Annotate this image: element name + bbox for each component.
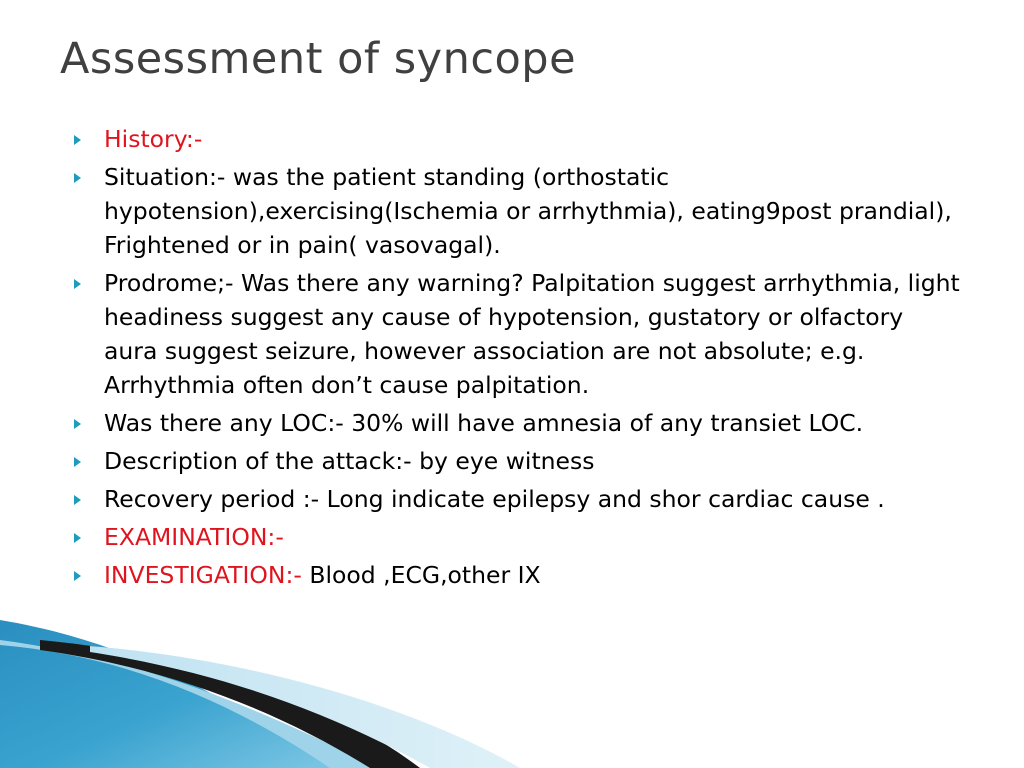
bullet-label: EXAMINATION xyxy=(104,523,268,551)
triangle-right-icon xyxy=(74,571,81,581)
bullet-separator: :- xyxy=(295,485,327,513)
bullet-label: Situation xyxy=(104,163,209,191)
bullet-recovery xyxy=(72,482,962,516)
bullet-label: Recovery period xyxy=(104,485,296,513)
bullet-text: Was there any warning? Palpitation suggest arrhythmia, light headiness suggest any cause of hypotension, gustatory or olfactory aura suggest seizure, however association are not absolute; e.g. Arrhythmia often don’t cause palpitation. xyxy=(104,269,960,399)
bullet-separator: :- xyxy=(327,409,352,437)
bullet-description xyxy=(72,444,962,478)
bullet-separator: :- xyxy=(185,125,203,153)
bullet-separator: :- xyxy=(267,523,284,551)
bullet-text: 30% will have amnesia of any transiet LOC. xyxy=(351,409,864,437)
triangle-right-icon xyxy=(74,457,81,467)
bullet-text: Blood ,ECG,other IX xyxy=(309,561,541,589)
bullet-separator: :- xyxy=(395,447,420,475)
bullet-loc xyxy=(72,406,962,440)
bullet-examination xyxy=(72,520,962,554)
bullet-text: was the patient standing (orthostatic hypotension),exercising(Ischemia or arrhythmia), eating9post prandial), Frightened or in pain( vasovagal). xyxy=(104,163,952,259)
bullet-separator: - xyxy=(225,269,241,297)
slide-title: Assessment of syncope xyxy=(60,34,577,84)
bullet-label: Was there any LOC xyxy=(104,409,328,437)
bullet-label: INVESTIGATION xyxy=(104,561,286,589)
bullet-text: Long indicate epilepsy and shor cardiac cause . xyxy=(326,485,885,513)
bullet-separator: :- xyxy=(208,163,233,191)
bullet-investigation xyxy=(72,558,962,592)
bullet-text: by eye witness xyxy=(419,447,595,475)
triangle-right-icon xyxy=(74,173,81,183)
triangle-right-icon xyxy=(74,135,81,145)
bullet-label: History xyxy=(104,125,186,153)
triangle-right-icon xyxy=(74,495,81,505)
bullet-separator: :- xyxy=(285,561,310,589)
bullet-prodrome xyxy=(72,266,962,402)
triangle-right-icon xyxy=(74,419,81,429)
bullet-label: Description of the attack xyxy=(104,447,396,475)
triangle-right-icon xyxy=(74,279,81,289)
bullet-situation xyxy=(72,160,962,262)
triangle-right-icon xyxy=(74,533,81,543)
bullet-history xyxy=(72,122,962,156)
bullet-label: Prodrome; xyxy=(104,269,225,297)
bullet-list xyxy=(72,122,962,596)
